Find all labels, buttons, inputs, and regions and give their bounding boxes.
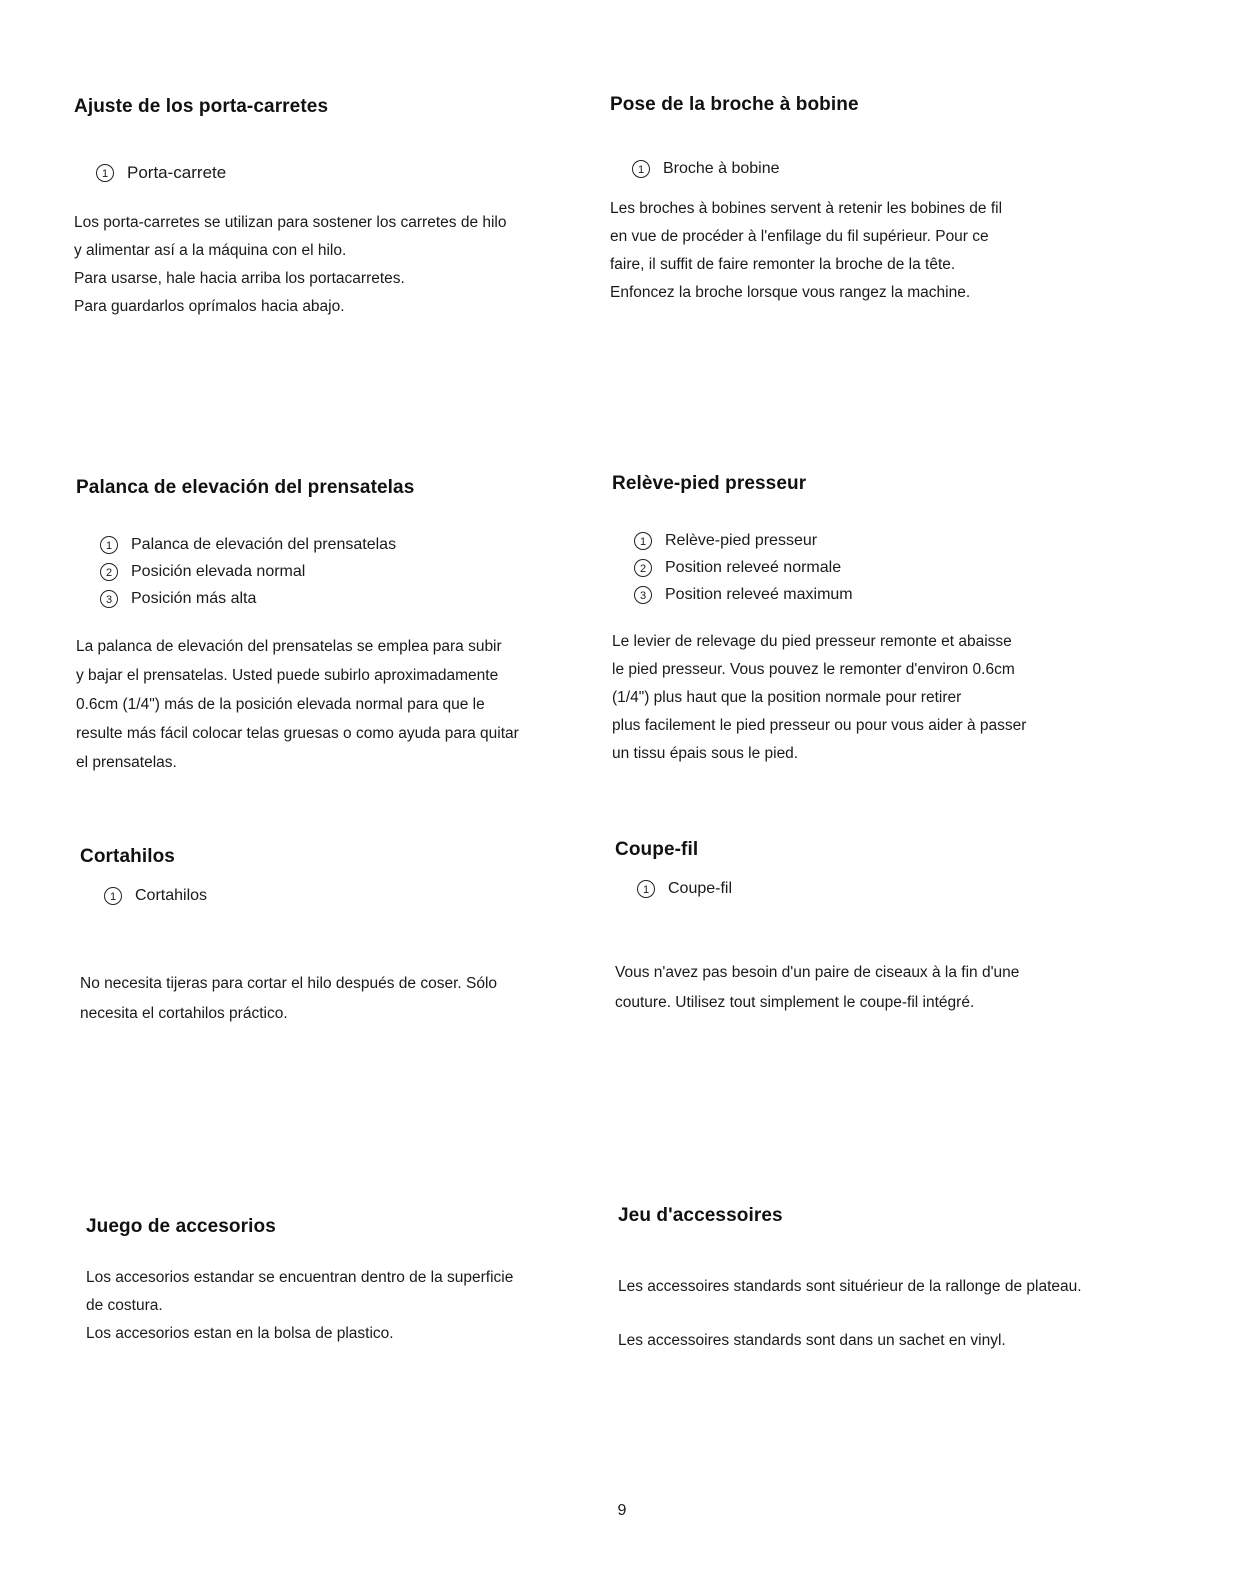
- paragraph: [76, 632, 586, 777]
- callout-number: 1: [104, 887, 122, 905]
- callout-number: 3: [100, 590, 118, 608]
- paragraph-line: Les accessoires standards sont dans un sachet en vinyl.: [618, 1332, 1006, 1349]
- paragraph: [612, 628, 1152, 768]
- callout-item: [100, 558, 586, 585]
- callout-number: 2: [634, 559, 652, 577]
- paragraph-line: en vue de procéder à l'enfilage du fil supérieur. Pour ce: [610, 228, 989, 245]
- callout-label: Coupe-fil: [668, 879, 733, 897]
- section-jeu-accessoires: [618, 1205, 1178, 1368]
- paragraph-line: faire, il suffit de faire remonter la broche de la tête.: [610, 256, 956, 273]
- paragraph-line: Para usarse, hale hacia arriba los portacarretes.: [74, 270, 405, 287]
- paragraph-line: Les accessoires standards sont situérieur de la rallonge de plateau.: [618, 1278, 1082, 1295]
- paragraph-line: Le levier de relevage du pied presseur remonte et abaisse: [612, 633, 1012, 650]
- callout-item: [637, 875, 1155, 902]
- callout-number: 1: [100, 536, 118, 554]
- paragraph: [610, 195, 1150, 307]
- callout-number: 1: [637, 880, 655, 898]
- callout-number: 1: [96, 164, 114, 182]
- paragraph-line: (1/4") plus haut que la position normale pour retirer: [612, 689, 962, 706]
- paragraph-line: Los porta-carretes se utilizan para sostener los carretes de hilo: [74, 214, 507, 231]
- callout-list: [96, 159, 584, 186]
- paragraph-line: Para guardarlos oprímalos hacia abajo.: [74, 298, 345, 315]
- paragraph: [80, 969, 590, 1029]
- callout-label: Posición elevada normal: [131, 562, 306, 580]
- callout-item: [104, 882, 590, 909]
- paragraph: [615, 958, 1155, 1018]
- callout-list: [634, 527, 1152, 608]
- section-title: Relève-pied presseur: [612, 473, 807, 494]
- section-title: Palanca de elevación del prensatelas: [76, 477, 415, 498]
- paragraph-line: plus facilement le pied presseur ou pour vous aider à passer: [612, 717, 1027, 734]
- paragraph-line: le pied presseur. Vous pouvez le remonter d'environ 0.6cm: [612, 661, 1015, 678]
- paragraph-line: Enfoncez la broche lorsque vous rangez la machine.: [610, 284, 971, 301]
- paragraph-line: de costura.: [86, 1297, 163, 1314]
- paragraph-line: couture. Utilisez tout simplement le coupe-fil intégré.: [615, 994, 975, 1011]
- page-number: 9: [617, 1502, 627, 1519]
- paragraph-line: Les broches à bobines servent à retenir les bobines de fil: [610, 200, 1003, 217]
- callout-item: [100, 585, 586, 612]
- section-title: Coupe-fil: [615, 839, 699, 860]
- paragraph-line: 0.6cm (1/4") más de la posición elevada normal para que le: [76, 696, 485, 713]
- paragraph-line: Los accesorios estan en la bolsa de plastico.: [86, 1325, 394, 1342]
- paragraph-line: La palanca de elevación del prensatelas se emplea para subir: [76, 638, 502, 655]
- paragraph-line: y alimentar así a la máquina con el hilo.: [74, 242, 347, 259]
- paragraph-line: un tissu épais sous le pied.: [612, 745, 799, 762]
- paragraph-line: resulte más fácil colocar telas gruesas o como ayuda para quitar: [76, 725, 519, 742]
- callout-label: Palanca de elevación del prensatelas: [131, 535, 397, 553]
- callout-list: [637, 875, 1155, 902]
- section-palanca-elevacion: [76, 477, 586, 777]
- callout-item: [96, 159, 584, 186]
- callout-label: Posición más alta: [131, 589, 257, 607]
- paragraph-line: Vous n'avez pas besoin d'un paire de ciseaux à la fin d'une: [615, 964, 1020, 981]
- callout-list: [100, 531, 586, 612]
- callout-number: 2: [100, 563, 118, 581]
- callout-number: 1: [632, 160, 650, 178]
- section-title: Jeu d'accessoires: [618, 1205, 783, 1226]
- section-releve-pied: [612, 473, 1152, 768]
- callout-number: 3: [634, 586, 652, 604]
- section-title: Juego de accesorios: [86, 1216, 276, 1237]
- callout-label: Porta-carrete: [127, 162, 227, 182]
- section-porta-carretes: [74, 96, 584, 321]
- paragraph: [86, 1264, 596, 1348]
- callout-label: Position releveé normale: [665, 558, 842, 576]
- section-title: Pose de la broche à bobine: [610, 94, 859, 115]
- paragraph-line: necesita el cortahilos práctico.: [80, 1005, 288, 1022]
- section-juego-accesorios: [86, 1216, 596, 1348]
- callout-list: [104, 882, 590, 909]
- callout-item: [634, 581, 1152, 608]
- paragraph: [618, 1260, 1178, 1368]
- paragraph-line: No necesita tijeras para cortar el hilo después de coser. Sólo: [80, 975, 498, 992]
- paragraph-line: Los accesorios estandar se encuentran dentro de la superficie: [86, 1269, 514, 1286]
- section-title: Ajuste de los porta-carretes: [74, 96, 329, 117]
- callout-item: [634, 527, 1152, 554]
- callout-label: Cortahilos: [135, 886, 208, 904]
- callout-label: Position releveé maximum: [665, 585, 853, 603]
- section-cortahilos: [80, 846, 590, 1029]
- callout-list: [632, 155, 1150, 182]
- callout-number: 1: [634, 532, 652, 550]
- paragraph: [74, 209, 584, 321]
- section-broche-bobine: [610, 94, 1150, 307]
- callout-label: Relève-pied presseur: [665, 531, 818, 549]
- paragraph-line: el prensatelas.: [76, 754, 177, 771]
- callout-item: [634, 554, 1152, 581]
- callout-label: Broche à bobine: [663, 159, 780, 177]
- callout-item: [632, 155, 1150, 182]
- paragraph-line: y bajar el prensatelas. Usted puede subirlo aproximadamente: [76, 667, 499, 684]
- section-coupe-fil: [615, 839, 1155, 1018]
- section-title: Cortahilos: [80, 846, 175, 867]
- callout-item: [100, 531, 586, 558]
